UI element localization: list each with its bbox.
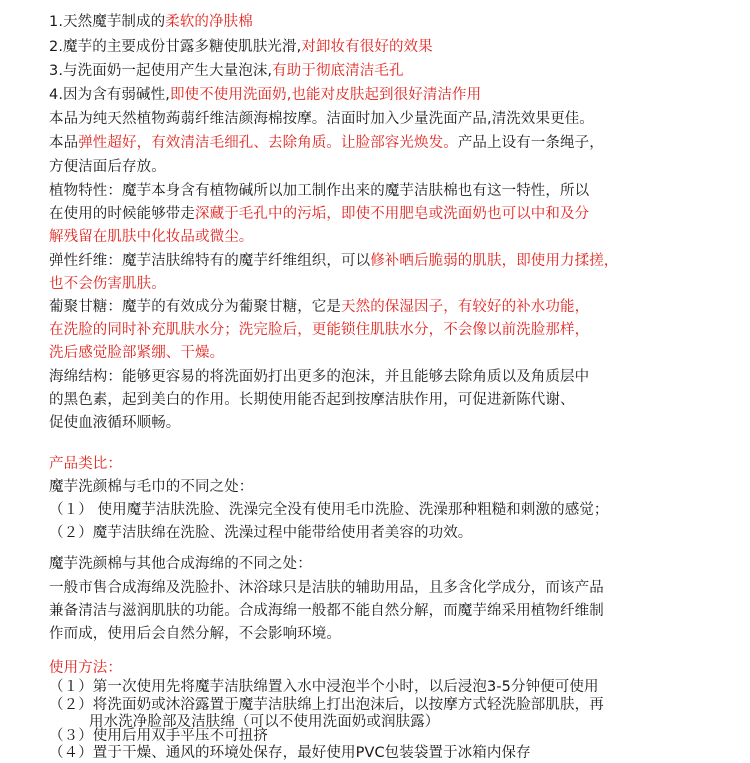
intro-line-3: 方便洁面后存放。 [49,159,166,175]
comparison-heading: 产品类比： [49,456,122,472]
sponge-comparison-line-2: 兼备清洁与滋润肌肤的功能。合成海绵一般都不能自然分解，而魔芋绵采用植物纤维制 [49,603,604,619]
towel-comparison-title: 魔芋洗颜棉与毛巾的不同之处： [49,479,254,495]
sponge-comparison-line-1: 一般市售合成海绵及洗脸扑、沐浴球只是洁肤的辅助用品，且多含化学成分，而该产品 [49,580,604,596]
plant-alkali-line-3: 解残留在肌肤中化妆品或微尘。 [49,229,254,245]
glucomannan-line-2: 在洗脸的同时补充肌肤水分；洗完脸后，更能锁住肌肤水分，不会像以前洗脸那样， [49,322,590,338]
plant-alkali-line-2: 在使用的时候能够带走深藏于毛孔中的污垢，即使不用肥皂或洗面奶也可以中和及分 [49,206,590,222]
feature-line-2: 2.魔芋的主要成份甘露多糖使肌肤光滑,对卸妆有很好的效果 [49,39,433,55]
plant-alkali-line-1: 植物特性：魔芋本身含有植物碱所以加工制作出来的魔芋洁肤棉也有这一特性，所以 [49,183,590,199]
usage-step-2: （２）将洗面奶或沐浴露置于魔芋洁肤绵上打出泡沫后，以按摩方式轻洗脸部肌肤，再 [49,697,604,713]
feature-line-1: 1.天然魔芋制成的柔软的净肤棉 [49,14,253,30]
intro-line-2: 本品弹性超好，有效清洁毛细孔、去除角质。让脸部容光焕发。产品上设有一条绳子， [49,135,604,151]
elastic-fiber-line-1: 弹性纤维：魔芋洁肤绵特有的魔芋纤维组织，可以修补晒后脆弱的肌肤，即使用力揉搓， [49,253,619,269]
usage-step-2-cont: 用水洗净脸部及洁肤绵（可以不使用洗面奶或润肤露） [89,714,440,730]
usage-heading: 使用方法： [49,660,122,676]
sponge-comparison-line-3: 作而成，使用后会自然分解，不会影响环境。 [49,626,341,642]
towel-comparison-item-2: （２）魔芋洁肤绵在洗脸、洗澡过程中能带给使用者美容的功效。 [49,525,473,541]
sponge-structure-line-2: 的黑色素，起到美白的作用。长期使用能否起到按摩洁肤作用，可促进新陈代谢、 [49,392,575,408]
glucomannan-line-3: 洗后感觉脸部紧绷、干燥。 [49,345,225,361]
feature-line-4: 4.因为含有弱碱性,即使不使用洗面奶,也能对皮肤起到很好清洁作用 [49,87,482,103]
sponge-structure-line-3: 促使血液循环顺畅。 [49,415,181,431]
usage-step-3: （３）使用后用双手平压不可扭挤 [49,728,268,744]
feature-line-3: 3.与洗面奶一起使用产生大量泡沫,有助于彻底清洁毛孔 [49,63,404,79]
usage-step-4: （４）置于干燥、通风的环境处保存，最好使用PVC包装袋置于冰箱内保存 [49,745,531,761]
usage-step-1: （１）第一次使用先将魔芋洁肤绵置入水中浸泡半个小时，以后浸泡3-5分钟便可使用 [49,679,599,695]
towel-comparison-item-1: （１） 使用魔芋洁肤洗脸、洗澡完全没有使用毛巾洗脸、洗澡那种粗糙和刺激的感觉； [49,502,609,518]
sponge-structure-line-1: 海绵结构：能够更容易的将洗面奶打出更多的泡沫，并且能够去除角质以及角质层中 [49,369,590,385]
elastic-fiber-line-2: 也不会伤害肌肤。 [49,276,166,292]
sponge-comparison-title: 魔芋洗颜棉与其他合成海绵的不同之处： [49,556,312,572]
glucomannan-line-1: 葡聚甘糖：魔芋的有效成分为葡聚甘糖，它是天然的保湿因子，有较好的补水功能， [49,299,590,315]
intro-line-1: 本品为纯天然植物蒟蒻纤维洁颜海棉按摩。洁面时加入少量洗面产品,清洗效果更佳。 [49,111,594,127]
